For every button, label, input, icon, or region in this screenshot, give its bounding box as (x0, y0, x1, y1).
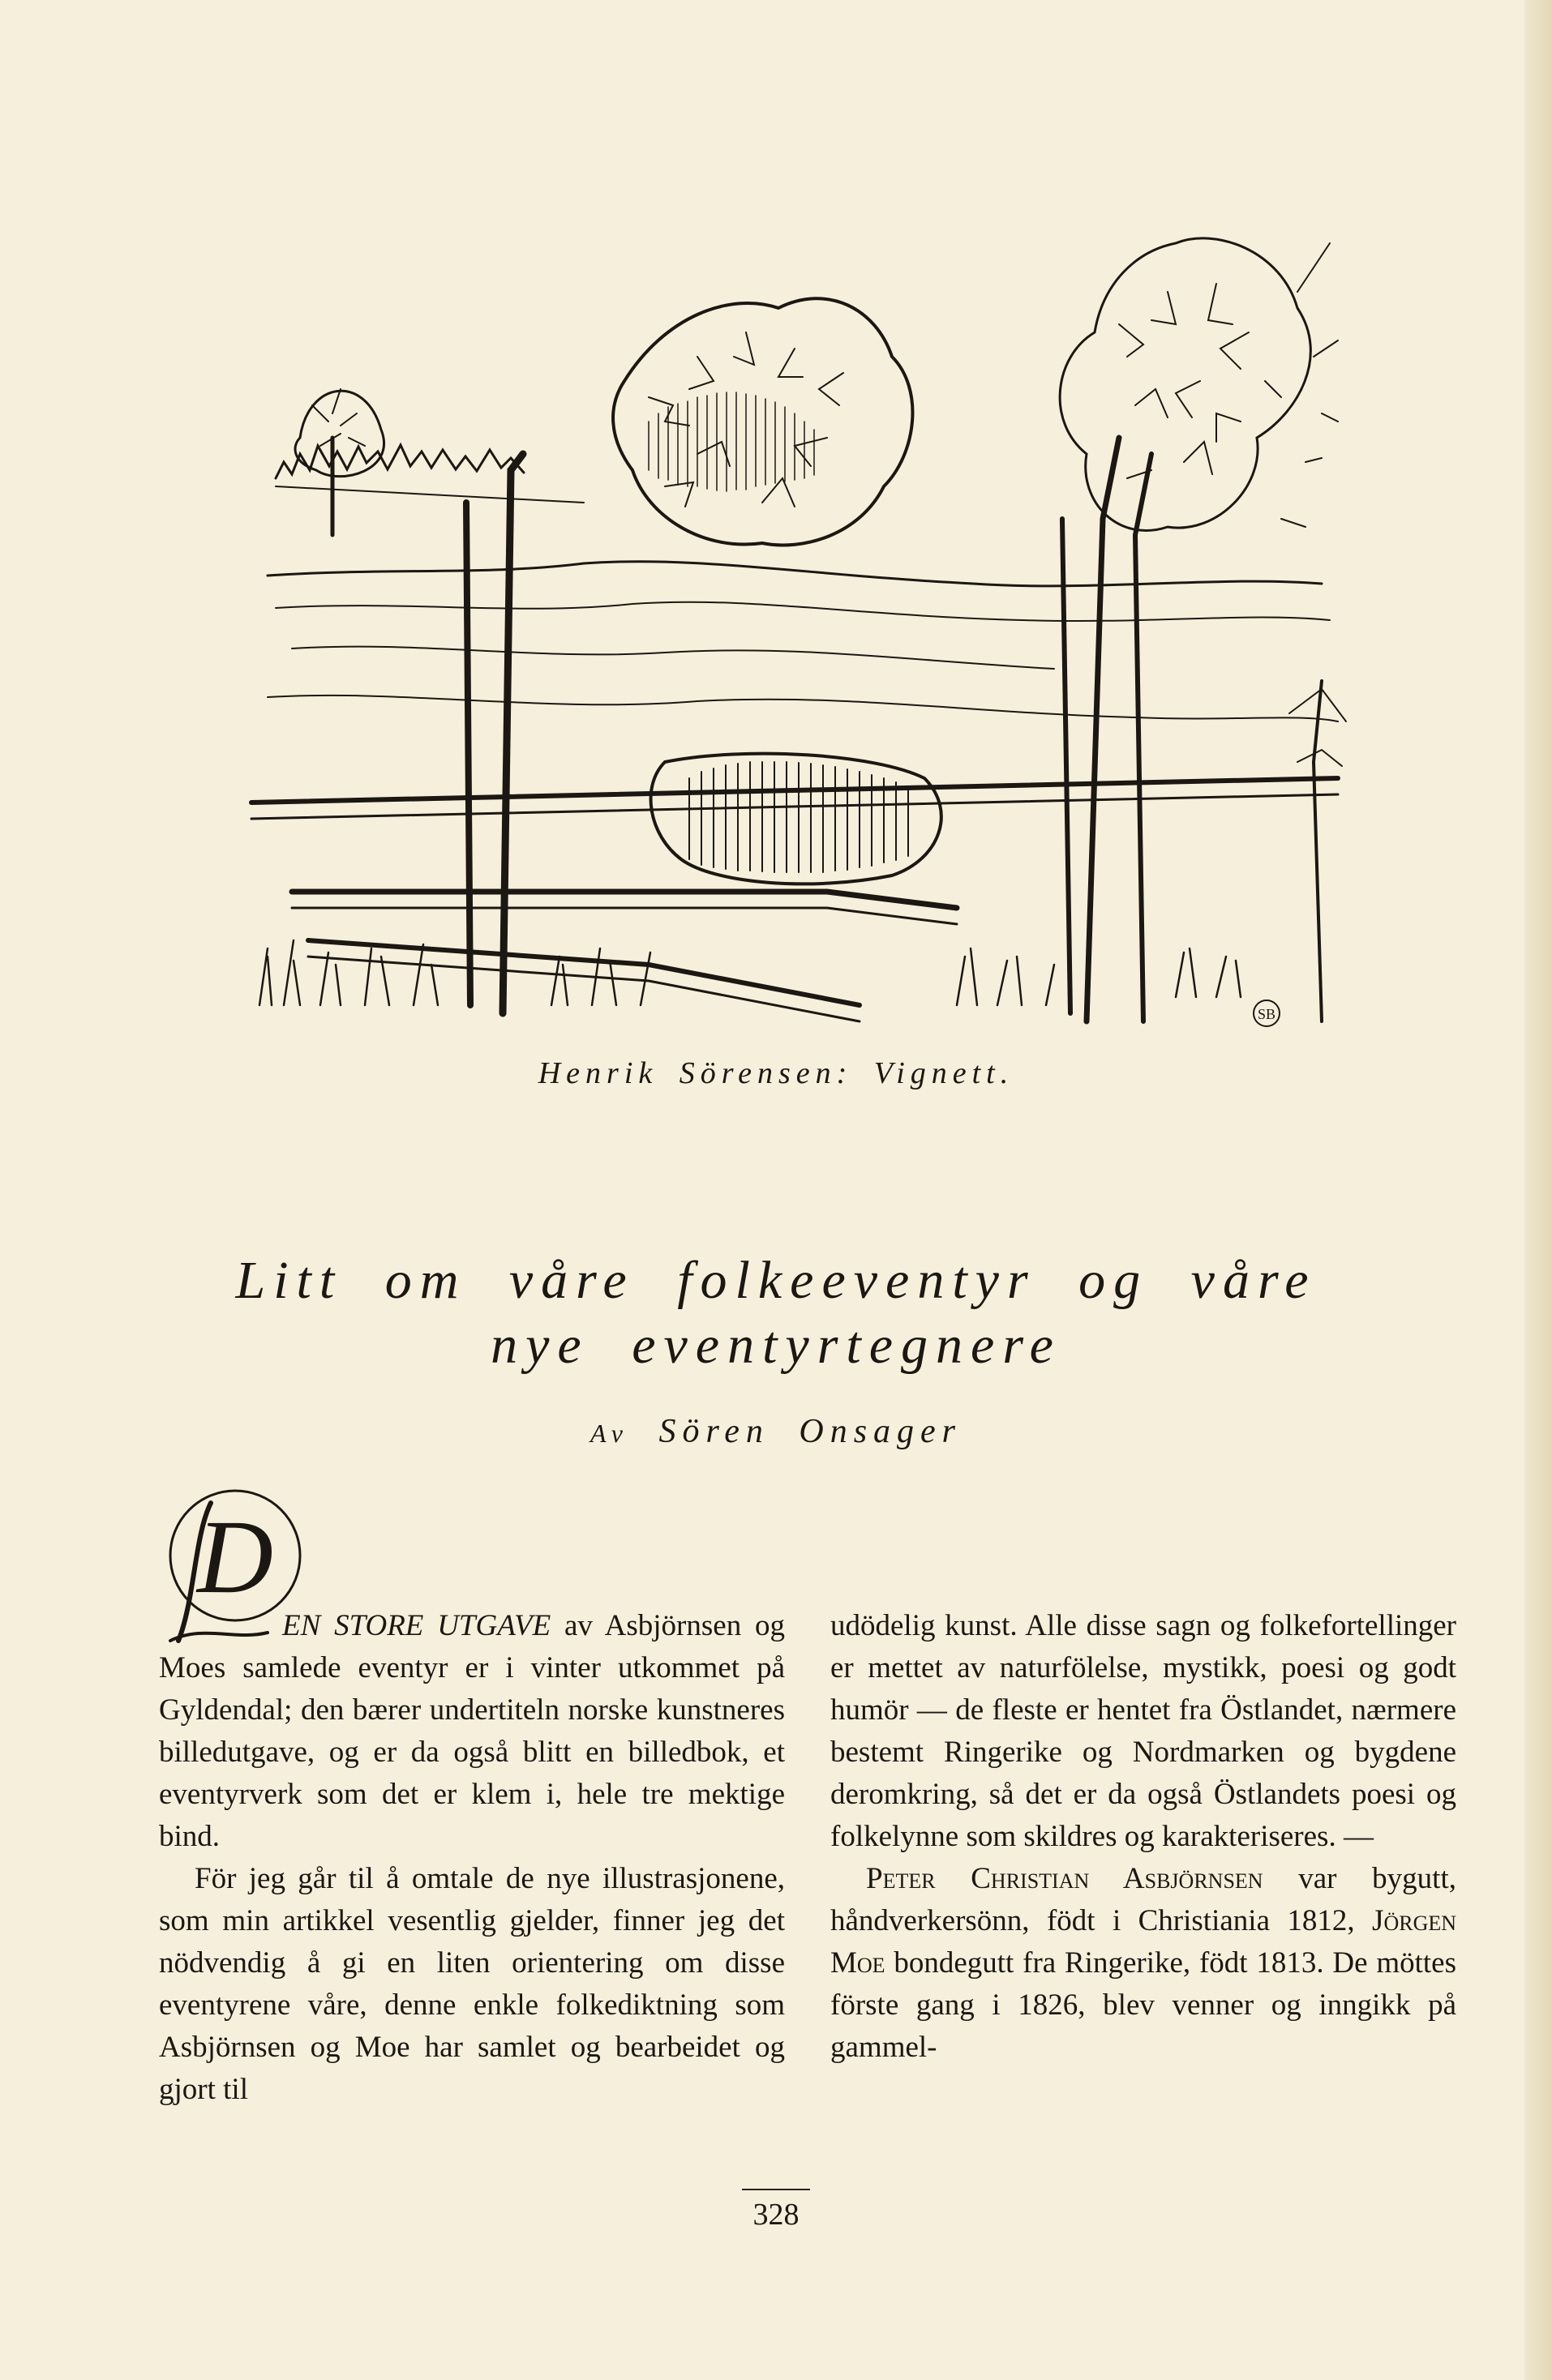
article-title (0, 1248, 1552, 1378)
title-line-2: nye eventyrtegnere (491, 1316, 1061, 1375)
right-paragraph-2 (830, 1858, 1456, 2069)
right-paragraph-2-text-2: bondegutt fra Ringerike, födt 1813. De möttes förste gang i 1826, blev venner og inngikk på gammel- (830, 1946, 1456, 2064)
illustration-caption: Henrik Sörensen: Vignett. (538, 1056, 1014, 1090)
right-paragraph-1: udödelig kunst. Alle disse sagn og folkefortellinger er mettet av naturfölelse, mystikk, poesi og godt humör — de fleste er hentet fra Östlandet, nærmere bestemt Ringerike og Nordmarken og bygdene deromkring, så det er da også Östlandets poesi og folkelynne som skildres og karakteriseres. — (830, 1609, 1456, 1853)
left-paragraph-1 (159, 1605, 785, 1858)
left-column (159, 1605, 785, 2111)
name-moe: Jörgen Moe (830, 1904, 1456, 1980)
illustration-monogram: SB (1257, 1006, 1276, 1022)
left-paragraph-2: För jeg går til å omtale de nye illustrasjonene, som min artikkel vesentlig gjelder, finner jeg det nödvendig å gi en liten orientering om disse eventyrene våre, denne enkle folkediktning som Asbjörnsen og Moe har samlet og bearbeidet og gjort til (159, 1862, 785, 2106)
page-number-rule (742, 2189, 810, 2190)
title-line-1: Litt om våre folkeeventyr og våre (235, 1251, 1317, 1310)
left-paragraph-1-text: av Asbjörnsen og Moes samlede eventyr er i vinter utkommet på Gyldendal; den bærer undertiteln norske kunstneres billedutgave, og er da også blitt en billedbok, et eventyrverk som det er klem i, hele tre mektige bind. (159, 1609, 785, 1853)
right-paragraph-2-text-1: var bygutt, håndverkersönn, födt i Christiania 1812, (830, 1862, 1456, 1937)
opening-words: EN STORE UTGAVE (282, 1609, 551, 1642)
byline-author: Sören Onsager (658, 1413, 962, 1450)
right-column (830, 1605, 1456, 2069)
page-edge-shadow (1524, 0, 1552, 2380)
article-byline (0, 1412, 1552, 1451)
vignette-illustration (243, 195, 1362, 1046)
page-number: 328 (752, 2198, 800, 2232)
name-asbjornsen: Peter Christian Asbjörnsen (866, 1862, 1263, 1895)
byline-prefix: Av (590, 1419, 629, 1448)
dropcap-letter: D (197, 1499, 273, 1616)
